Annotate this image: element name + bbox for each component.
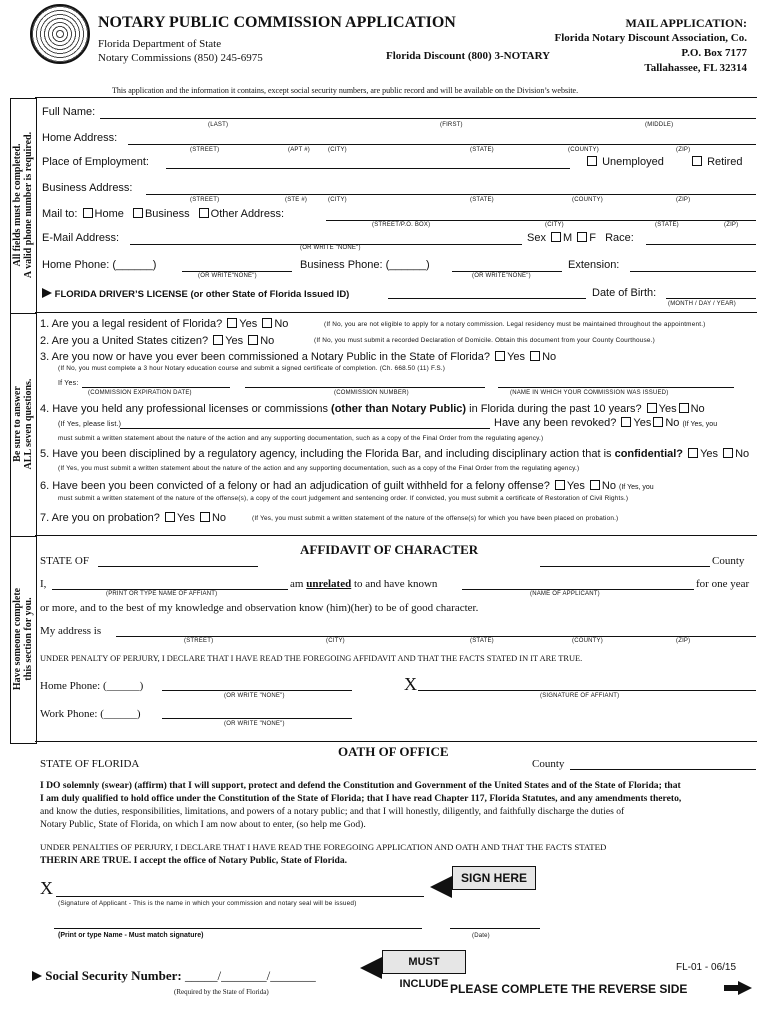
affiant-signature-field[interactable] <box>418 690 756 691</box>
zip-label-3: (ZIP) <box>724 222 739 228</box>
oath-p1c: and know the duties, responsibilities, limitations, and powers of a notary public; and that I will honestly, diligently, and faithfully discharge the duties of <box>40 806 625 817</box>
aff-county: (COUNTY) <box>572 638 603 644</box>
q2-yes-checkbox[interactable] <box>213 335 223 345</box>
mail-line1: Florida Notary Discount Association, Co. <box>554 32 747 44</box>
q4-list-label: (If Yes, please list.) <box>58 421 122 428</box>
mail-line3: Tallahassee, FL 32314 <box>644 62 747 74</box>
full-name-field[interactable] <box>100 118 756 119</box>
q7-yes-checkbox[interactable] <box>165 512 175 522</box>
question-5 <box>40 448 749 460</box>
oath-state: STATE OF FLORIDA <box>40 758 140 770</box>
extension-label: Extension: <box>568 259 620 271</box>
ssn-bullet-icon <box>32 971 42 981</box>
apt-label: (APT #) <box>288 147 310 153</box>
q4-yes-text: Yes <box>658 403 677 415</box>
applicant-signature-field[interactable] <box>56 896 424 897</box>
side-label-personal: All fields must be completed. A valid phone number is required. <box>12 131 34 279</box>
affidavit-county-label: County <box>712 555 745 567</box>
home-address-field[interactable] <box>128 144 756 145</box>
affidavit-title: AFFIDAVIT OF CHARACTER <box>300 542 479 557</box>
home-phone-field[interactable] <box>182 271 292 272</box>
email-label: E-Mail Address: <box>42 232 120 244</box>
applicant-signature-note: (Signature of Applicant - This is the name in which your commission and notary seal will be issued) <box>58 900 357 907</box>
middle-label: (MIDDLE) <box>645 122 674 128</box>
q4-yes-checkbox[interactable] <box>647 403 657 413</box>
state-label-2: (STATE) <box>470 197 494 203</box>
mail-other-text: Other Address: <box>210 208 285 220</box>
q5-yes-checkbox[interactable] <box>688 448 698 458</box>
mail-other-checkbox[interactable] <box>199 208 209 218</box>
county-label-2: (COUNTY) <box>572 197 603 203</box>
city-label: (CITY) <box>328 147 347 153</box>
q1-yes-text: Yes <box>239 318 258 330</box>
affidavit-state-label: STATE OF <box>40 555 89 567</box>
side-label-affidavit: Have someone complete this section for you. <box>12 587 34 691</box>
license-field[interactable] <box>388 298 586 299</box>
reverse-side-notice <box>450 982 687 996</box>
city-label-2: (CITY) <box>328 197 347 203</box>
known-text: to and have known <box>351 578 438 590</box>
print-name-label: (PRINT OR TYPE NAME OF AFFIANT) <box>106 591 218 597</box>
aff-work-phone-text: Work Phone: <box>40 708 98 720</box>
aff-city: (CITY) <box>326 638 345 644</box>
q3-if-yes: If Yes: <box>58 380 79 387</box>
affiant-name-field[interactable] <box>52 589 288 590</box>
home-phone-none: (OR WRITE"NONE") <box>198 273 257 279</box>
email-none-label: (OR WRITE "NONE") <box>300 245 361 251</box>
question-6 <box>40 480 654 492</box>
q6-if-text: (If Yes, you <box>619 484 654 491</box>
aff-work-paren: (______) <box>100 708 141 720</box>
q3-no-text: No <box>542 351 557 363</box>
retired-text: Retired <box>707 156 743 168</box>
one-year-text: for one year <box>696 578 750 590</box>
street-po-label: (STREET/P.O. BOX) <box>372 222 431 228</box>
state-label: (STATE) <box>470 147 494 153</box>
full-name-label: Full Name: <box>42 106 96 118</box>
mail-home-checkbox[interactable] <box>83 208 93 218</box>
mail-home-text: Home <box>94 208 124 220</box>
question-2 <box>40 335 274 347</box>
sex-m-text: M <box>563 232 573 244</box>
affidavit-penalty: UNDER PENALTY OF PERJURY, I DECLARE THAT I HAVE READ THE FOREGOING AFFIDAVIT AND THAT THE FACTS STATED IN IT ARE TRUE. <box>40 654 583 663</box>
affidavit-county-field[interactable] <box>540 566 710 567</box>
q3-num-label: (COMMISSION NUMBER) <box>334 390 409 396</box>
applicant-name-field[interactable] <box>462 589 694 590</box>
q7-note: (If Yes, you must submit a written statement of the nature of the offense(s) for which you have been placed on probation.) <box>252 515 619 522</box>
public-record-notice: This application and the information it contains, except social security numbers, are public record and will be available on the Division’s website. <box>112 86 579 95</box>
q1-text: 1. Are you a legal resident of Florida? <box>40 318 223 330</box>
q1-yes-checkbox[interactable] <box>227 318 237 328</box>
employment-field[interactable] <box>166 168 570 169</box>
dob-field[interactable] <box>666 298 756 299</box>
reverse-text: PLEASE COMPLETE THE REVERSE SIDE <box>450 982 688 996</box>
retired-checkbox[interactable] <box>692 156 702 166</box>
must-include-badge: MUST INCLUDE <box>382 950 466 974</box>
street-label-2: (STREET) <box>190 197 220 203</box>
q5-text-a: 5. Have you been disciplined by a regulatory agency, including the Florida Bar, and including disciplinary action that is <box>40 448 615 460</box>
affiant-work-phone-field[interactable] <box>162 718 352 719</box>
state-label-3: (STATE) <box>655 222 679 228</box>
sex-row <box>527 232 634 244</box>
ssn-row <box>32 968 316 984</box>
affiant-home-phone-field[interactable] <box>162 690 352 691</box>
q4-text-a: 4. Have you held any professional licenses or commissions <box>40 403 332 415</box>
am-text: am <box>290 578 307 590</box>
ste-label: (STE #) <box>285 197 308 203</box>
aff-home-phone-text: Home Phone: <box>40 680 101 692</box>
q4-no-checkbox[interactable] <box>679 403 689 413</box>
q7-text: 7. Are you on probation? <box>40 512 160 524</box>
q6-text: 6. Have been you been convicted of a felony or had an adjudication of guilt withheld for a felony offense? <box>40 480 550 492</box>
q7-no-text: No <box>211 512 227 524</box>
mail-title: MAIL APPLICATION: <box>625 16 747 30</box>
state-seal <box>30 4 90 64</box>
oath-p2a: UNDER PENALTIES OF PERJURY, I DECLARE THAT I HAVE READ THE FOREGOING APPLICATION AND OATH AND THAT THE FACTS STATED <box>40 842 607 852</box>
race-label: Race: <box>605 232 634 244</box>
aff-street: (STREET) <box>184 638 214 644</box>
q1-note: (If No, you are not eligible to apply for a notary commission. Legal residency must be maintained throughout the appointment.) <box>324 321 706 328</box>
aff-zip: (ZIP) <box>676 638 691 644</box>
business-address-label: Business Address: <box>42 182 133 194</box>
dob-format: (MONTH / DAY / YEAR) <box>668 301 737 307</box>
sex-f-checkbox[interactable] <box>577 232 587 242</box>
affiant-address-field[interactable] <box>116 636 756 637</box>
sign-here-badge: SIGN HERE <box>452 866 536 890</box>
form-title: NOTARY PUBLIC COMMISSION APPLICATION <box>98 14 456 31</box>
q6-yes-text: Yes <box>566 480 585 492</box>
affidavit-relation <box>290 578 437 590</box>
q6-no-text: No <box>601 480 616 492</box>
affidavit-character: or more, and to the best of my knowledge and observation know (him)(her) to be of good character. <box>40 602 479 614</box>
dept-phone: Notary Commissions (850) 245-6975 <box>98 52 263 64</box>
discount-phone: Florida Discount (800) 3-NOTARY <box>386 50 551 62</box>
license-label: FLORIDA DRIVER’S LICENSE (or other State of Florida Issued ID) <box>54 289 350 300</box>
street-label: (STREET) <box>190 147 220 153</box>
mail-business-text: Business <box>144 208 190 220</box>
q3-yes-checkbox[interactable] <box>495 351 505 361</box>
retired-option[interactable] <box>690 156 743 168</box>
print-name-note: (Print or type Name - Must match signature) <box>58 932 204 939</box>
unrelated-text: unrelated <box>306 578 352 590</box>
first-label: (FIRST) <box>440 122 463 128</box>
home-address-label: Home Address: <box>42 132 118 144</box>
q4r-no-checkbox[interactable] <box>653 417 663 427</box>
other-address-field[interactable] <box>326 220 756 221</box>
mail-line2: P.O. Box 7177 <box>681 47 747 59</box>
mail-to-label: Mail to: <box>42 208 78 220</box>
q2-yes-text: Yes <box>225 335 244 347</box>
unemployed-option[interactable] <box>585 156 664 168</box>
aff-home-paren: (______) <box>102 680 144 692</box>
q3-name-label: (NAME IN WHICH YOUR COMMISSION WAS ISSUED) <box>510 390 669 396</box>
q3-text: 3. Are you now or have you ever been commissioned a Notary Public in the State of Florida? <box>40 351 491 363</box>
home-phone-label: Home Phone: (______) <box>42 259 157 271</box>
question-4 <box>40 403 705 415</box>
q2-no-checkbox[interactable] <box>248 335 258 345</box>
date-field[interactable] <box>450 928 540 929</box>
aff-home-none: (OR WRITE "NONE") <box>224 693 285 699</box>
license-row <box>42 288 349 300</box>
q4-list-field[interactable] <box>120 428 490 429</box>
q7-no-checkbox[interactable] <box>200 512 210 522</box>
aff-work-none: (OR WRITE "NONE") <box>224 721 285 727</box>
q4-revoked-text: Have any been revoked? <box>494 417 617 429</box>
dob-label: Date of Birth: <box>592 287 657 299</box>
business-phone-label: Business Phone: (______) <box>300 259 430 271</box>
mail-business-checkbox[interactable] <box>133 208 143 218</box>
q3-exp-label: (COMMISSION EXPIRATION DATE) <box>88 390 192 396</box>
q3-no-checkbox[interactable] <box>530 351 540 361</box>
extension-field[interactable] <box>630 271 756 272</box>
oath-p2b: THERIN ARE TRUE. I accept the office of Notary Public, State of Florida. <box>40 855 348 866</box>
business-phone-none: (OR WRITE"NONE") <box>472 273 531 279</box>
ssn-note: (Required by the State of Florida) <box>174 988 269 996</box>
q3-number-field[interactable] <box>245 387 485 388</box>
arrow-bullet-icon <box>42 288 52 298</box>
q3-name-field[interactable] <box>498 387 734 388</box>
oath-county-field[interactable] <box>570 769 756 770</box>
q4-no-text: No <box>690 403 705 415</box>
q4r-yes-text: Yes <box>633 417 652 429</box>
q4-if-text: (If Yes, you <box>682 421 718 428</box>
q6-note: must submit a written statement of the nature of the offense(s), a copy of the court judgement and sentencing order. If convicted, you must submit a certificate of Restoration of Civil Rights.) <box>58 495 629 502</box>
arrow-right-head-icon <box>738 981 752 995</box>
ssn-label: Social Security Number: <box>45 968 182 983</box>
oath-p1b: I am duly qualified to hold office under the Constitution of the State of Florida; that I have read Chapter 117, Florida Statutes, and any amendments thereto, <box>40 793 682 804</box>
dept-name: Florida Department of State <box>98 38 222 50</box>
side-label-questions: Be sure to answer ALL seven questions. <box>12 378 34 470</box>
sex-m-checkbox[interactable] <box>551 232 561 242</box>
q5-note: (If Yes, you must submit a written statement about the nature of the action and any supporting documentation, such as a copy of the Final Order from the regulating agency.) <box>58 465 580 472</box>
race-field[interactable] <box>646 244 756 245</box>
aff-signature-label: (SIGNATURE OF AFFIANT) <box>540 693 620 699</box>
ssn-field[interactable]: _____/_______/_______ <box>184 968 316 983</box>
q4-revoked <box>494 417 717 429</box>
unemployed-text: Unemployed <box>602 156 664 168</box>
q3-yes-text: Yes <box>507 351 526 363</box>
q2-text: 2. Are you a United States citizen? <box>40 335 209 347</box>
zip-label-2: (ZIP) <box>676 197 691 203</box>
q3-note: (If No, you must complete a 3 hour Notary education course and submit a signed certificate of completion. (Ch. 668.50 (11) F.S.) <box>58 365 446 372</box>
business-phone-field[interactable] <box>452 271 562 272</box>
date-note: (Date) <box>472 933 490 939</box>
applicant-signature-x: X <box>40 878 53 898</box>
question-1 <box>40 318 288 330</box>
sex-f-text: F <box>589 232 596 244</box>
q5-yes-text: Yes <box>700 448 719 460</box>
q5-no-text: No <box>735 448 750 460</box>
affiant-address-label: My address is <box>40 625 102 637</box>
affidavit-state-field[interactable] <box>98 566 258 567</box>
q7-yes-text: Yes <box>176 512 195 524</box>
q4-text-c: in Florida during the past 10 years? <box>466 403 642 415</box>
oath-p1d: Notary Public, State of Florida, on which I am now about to enter, (so help me God). <box>40 819 366 830</box>
employment-label: Place of Employment: <box>42 156 149 168</box>
county-label: (COUNTY) <box>568 147 599 153</box>
unemployed-checkbox[interactable] <box>587 156 597 166</box>
affiant-signature-x: X <box>404 674 417 694</box>
sign-here-arrow-icon <box>430 876 452 898</box>
must-include-arrow-icon <box>360 957 382 979</box>
q2-note: (If No, you must submit a recorded Declaration of Domicile. Obtain this document from your County Courthouse.) <box>314 337 655 344</box>
q1-no-checkbox[interactable] <box>262 318 272 328</box>
city-label-3: (CITY) <box>545 222 564 228</box>
affiant-work-phone-label <box>40 708 141 720</box>
aff-state: (STATE) <box>470 638 494 644</box>
oath-title: OATH OF OFFICE <box>338 744 449 759</box>
sex-label: Sex <box>527 232 546 244</box>
q4-note: must submit a written statement about the nature of the action and any supporting documentation, such as a copy of the Final Order from the regulating agency.) <box>58 435 544 442</box>
zip-label: (ZIP) <box>676 147 691 153</box>
mail-to-row <box>42 208 284 220</box>
affidavit-i: I, <box>40 578 47 590</box>
last-label: (LAST) <box>208 122 229 128</box>
question-3 <box>40 351 556 363</box>
business-address-field[interactable] <box>146 194 756 195</box>
oath-county-label: County <box>532 758 565 770</box>
q5-text-b: confidential? <box>614 448 684 460</box>
q4r-yes-checkbox[interactable] <box>621 417 631 427</box>
name-applicant-label: (NAME OF APPLICANT) <box>530 591 600 597</box>
question-7 <box>40 512 226 524</box>
q2-no-text: No <box>260 335 275 347</box>
q5-no-checkbox[interactable] <box>723 448 733 458</box>
form-number: FL-01 - 06/15 <box>676 962 737 973</box>
q6-no-checkbox[interactable] <box>590 480 600 490</box>
oath-p1a: I DO solemnly (swear) (affirm) that I will support, protect and defend the Constitution and Government of the United States and of the State of Florida; that <box>40 780 681 791</box>
q4-text-b: (other than Notary Public) <box>331 403 467 415</box>
q6-yes-checkbox[interactable] <box>555 480 565 490</box>
q1-no-text: No <box>274 318 289 330</box>
affiant-home-phone-label <box>40 680 143 692</box>
applicant-print-name-field[interactable] <box>54 928 422 929</box>
q4r-no-text: No <box>665 417 680 429</box>
q3-expiration-field[interactable] <box>82 387 230 388</box>
